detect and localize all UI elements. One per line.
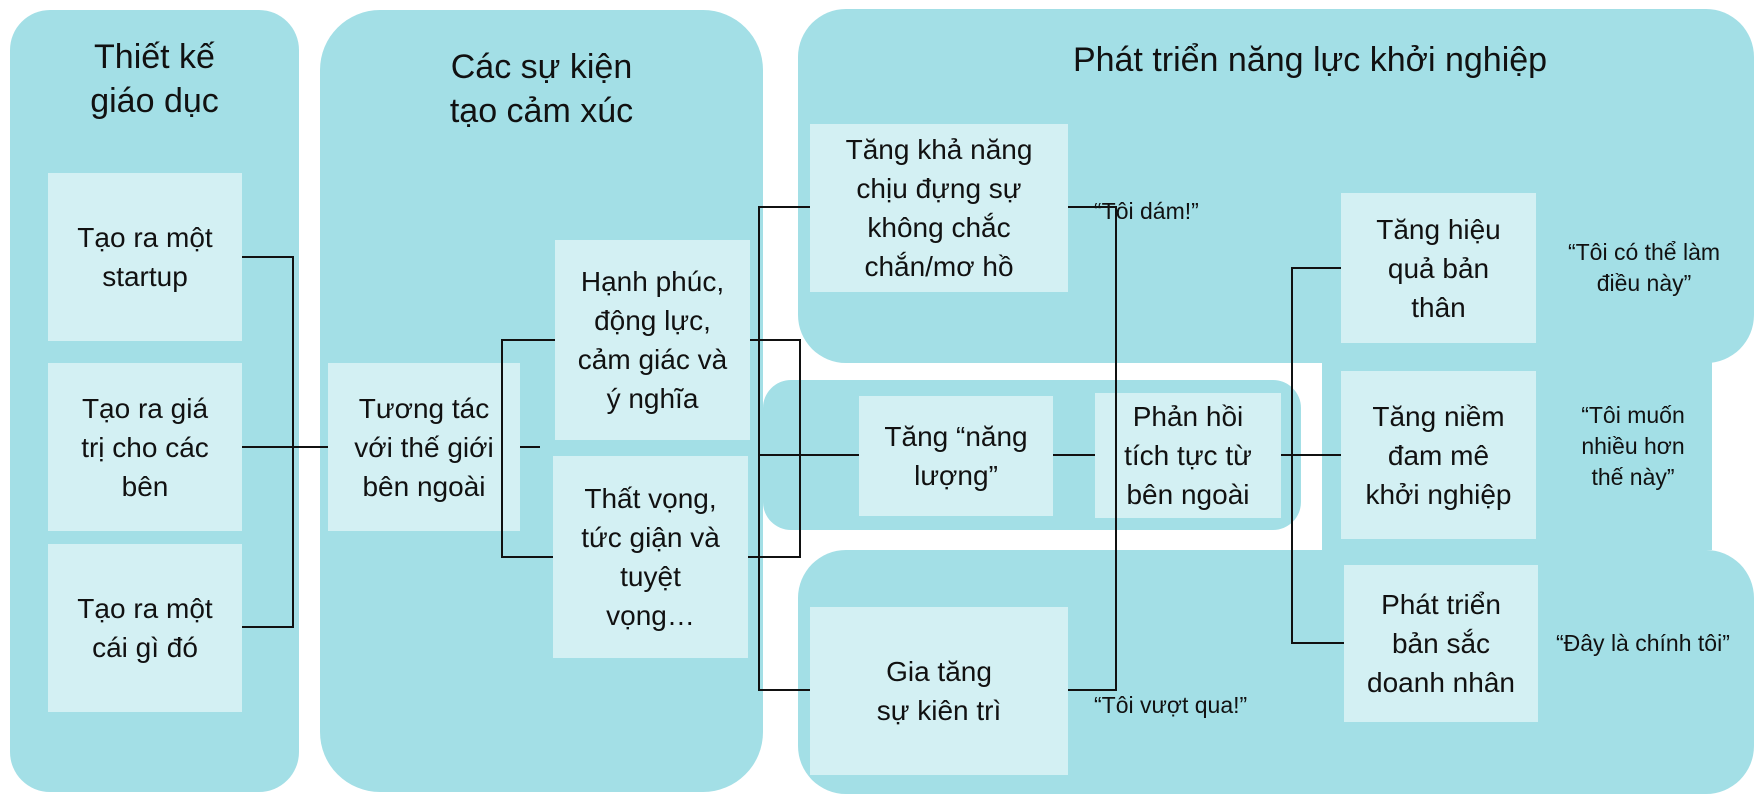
column-title-design: Thiết kế giáo dục [90,38,219,120]
quote-overcome: “Tôi vượt qua!” [1094,692,1248,718]
column-title-development: Phát triển năng lực khởi nghiệp [1072,41,1548,79]
box-energy: Tăng “năng lượng” [859,396,1053,516]
box-create-something: Tạo ra một cái gì đó [48,544,242,712]
box-happiness: Hạnh phúc, động lực, cảm giác và ý nghĩa [555,240,750,440]
box-passion: Tăng niềm đam mê khởi nghiệp [1341,371,1536,539]
box-frustration: Thất vọng, tức giận và tuyệt vọng… [553,456,748,658]
quote-want-more: “Tôi muốn nhiều hơn thế này” [1581,402,1685,490]
box-persistence: Gia tăng sự kiên trì [810,607,1068,775]
box-create-startup: Tạo ra một startup [48,173,242,341]
quote-dare: “Tôi dám!” [1094,198,1199,224]
box-tolerance: Tăng khả năng chịu đựng sự không chắc chắn/mơ hồ [810,124,1068,292]
column-title-events: Các sự kiện tạo cảm xúc [449,48,634,130]
box-interact-world: Tương tác với thế giới bên ngoài [328,363,520,531]
box-identity: Phát triển bản sắc doanh nhân [1344,565,1538,722]
quote-can-do: “Tôi có thể làm điều này” [1567,239,1721,296]
box-create-value: Tạo ra giá trị cho các bên [48,363,242,531]
quote-this-is-me: “Đây là chính tôi” [1556,630,1730,656]
box-self-efficacy: Tăng hiệu quả bản thân [1341,193,1536,343]
box-feedback: Phản hồi tích tực từ bên ngoài [1095,393,1281,518]
